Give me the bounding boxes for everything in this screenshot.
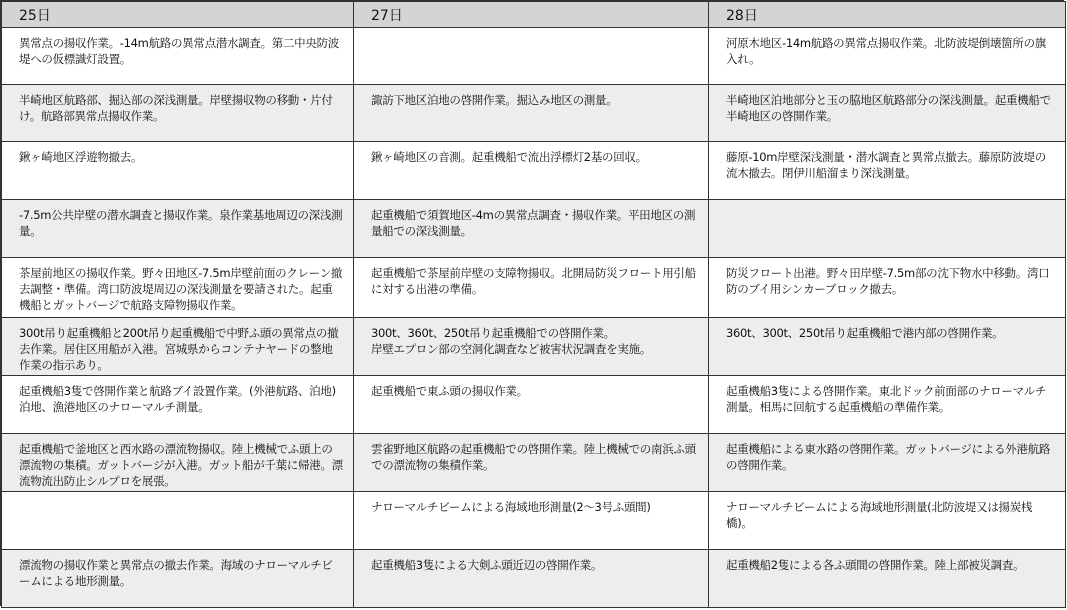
- cell-day-28: 河原木地区-14m航路の異常点揚収作業。北防波堤倒壊箇所の旗入れ。: [709, 28, 1066, 85]
- cell-day-27: 起重機船で須賀地区-4mの異常点調査・揚収作業。平田地区の測量船での深浅測量。: [354, 200, 709, 258]
- cell-day-28: 360t、300t、250t吊り起重機船で港内部の啓開作業。: [709, 318, 1066, 376]
- table-row: [2, 142, 1066, 200]
- table-row: [2, 200, 1066, 258]
- cell-day-28: 半崎地区泊地部分と玉の脇地区航路部分の深浅測量。起重機船で半崎地区の啓開作業。: [709, 85, 1066, 142]
- cell-day-27: 300t、360t、250t吊り起重機船での啓開作業。 岸壁エプロン部の空洞化調査など被害状況調査を実施。: [354, 318, 709, 376]
- cell-day-25: 半崎地区航路部、掘込部の深浅測量。岸壁揚収物の移動・片付け。航路部異常点揚収作業。: [2, 85, 354, 142]
- cell-day-27: 起重機船3隻による大剣ふ頭近辺の啓開作業。: [354, 550, 709, 608]
- table-row: [2, 492, 1066, 550]
- table-row: [2, 85, 1066, 142]
- cell-day-28: 起重機船2隻による各ふ頭間の啓開作業。陸上部被災調査。: [709, 550, 1066, 608]
- cell-day-25: 300t吊り起重機船と200t吊り起重機船で中野ふ頭の異常点の撤去作業。居住区用船が入港。宮城県からコンテナヤードの整地作業の指示あり。: [2, 318, 354, 376]
- cell-day-27: 起重機船で東ふ頭の揚収作業。: [354, 376, 709, 434]
- cell-day-28: [709, 200, 1066, 258]
- cell-day-28: 藤原-10m岸壁深浅測量・潜水調査と異常点撤去。藤原防波堤の流木撤去。閉伊川船溜まり深浅測量。: [709, 142, 1066, 200]
- table-row: [2, 258, 1066, 318]
- cell-day-25: -7.5m公共岸壁の潜水調査と揚収作業。泉作業基地周辺の深浅測量。: [2, 200, 354, 258]
- cell-day-25: [2, 492, 354, 550]
- table-row: [2, 376, 1066, 434]
- cell-day-27: 起重機船で茶屋前岸壁の支障物揚収。北開局防災フロート用引船に対する出港の準備。: [354, 258, 709, 318]
- cell-day-28: 起重機船3隻による啓開作業。東北ドック前面部のナローマルチ測量。相馬に回航する起重機船の準備作業。: [709, 376, 1066, 434]
- cell-day-28: 起重機船による東水路の啓開作業。ガットバージによる外港航路の啓開作業。: [709, 434, 1066, 492]
- header-day-27: 27日: [354, 2, 709, 28]
- cell-day-27: 諏訪下地区泊地の啓開作業。掘込み地区の測量。: [354, 85, 709, 142]
- cell-day-25: 漂流物の揚収作業と異常点の撤去作業。海域のナローマルチビームによる地形測量。: [2, 550, 354, 608]
- table-row: [2, 318, 1066, 376]
- table-row: [2, 28, 1066, 85]
- work-log-table: [1, 1, 1066, 608]
- cell-day-25: 異常点の揚収作業。-14m航路の異常点潜水調査。第二中央防波堤への仮標識灯設置。: [2, 28, 354, 85]
- cell-day-25: 起重機船で釜地区と西水路の漂流物揚収。陸上機械でふ頭上の漂流物の集積。ガットバージが入港。ガット船が千葉に帰港。漂流物流出防止シルプロを展張。: [2, 434, 354, 492]
- cell-day-28: ナローマルチビームによる海域地形測量(北防波堤又は揚炭桟橋)。: [709, 492, 1066, 550]
- header-day-25: 25日: [2, 2, 354, 28]
- cell-day-25: 鍬ヶ崎地区浮遊物撤去。: [2, 142, 354, 200]
- cell-day-27: [354, 28, 709, 85]
- table-row: [2, 550, 1066, 608]
- header-row: [2, 2, 1066, 28]
- cell-day-27: 鍬ヶ崎地区の音測。起重機船で流出浮標灯2基の回収。: [354, 142, 709, 200]
- cell-day-27: 雲雀野地区航路の起重機船での啓開作業。陸上機械での南浜ふ頭での漂流物の集積作業。: [354, 434, 709, 492]
- cell-day-27: ナローマルチビームによる海域地形測量(2〜3号ふ頭間): [354, 492, 709, 550]
- cell-day-25: 起重機船3隻で啓開作業と航路ブイ設置作業。(外港航路、泊地)泊地、漁港地区のナローマルチ測量。: [2, 376, 354, 434]
- cell-day-28: 防災フロート出港。野々田岸壁-7.5m部の沈下物水中移動。湾口防のブイ用シンカーブロック撤去。: [709, 258, 1066, 318]
- header-day-28: 28日: [709, 2, 1066, 28]
- cell-day-25: 茶屋前地区の揚収作業。野々田地区-7.5m岸壁前面のクレーン撤去調整・準備。湾口防波堤周辺の深浅測量を要請された。起重機船とガットバージで航路支障物揚収作業。: [2, 258, 354, 318]
- table-row: [2, 434, 1066, 492]
